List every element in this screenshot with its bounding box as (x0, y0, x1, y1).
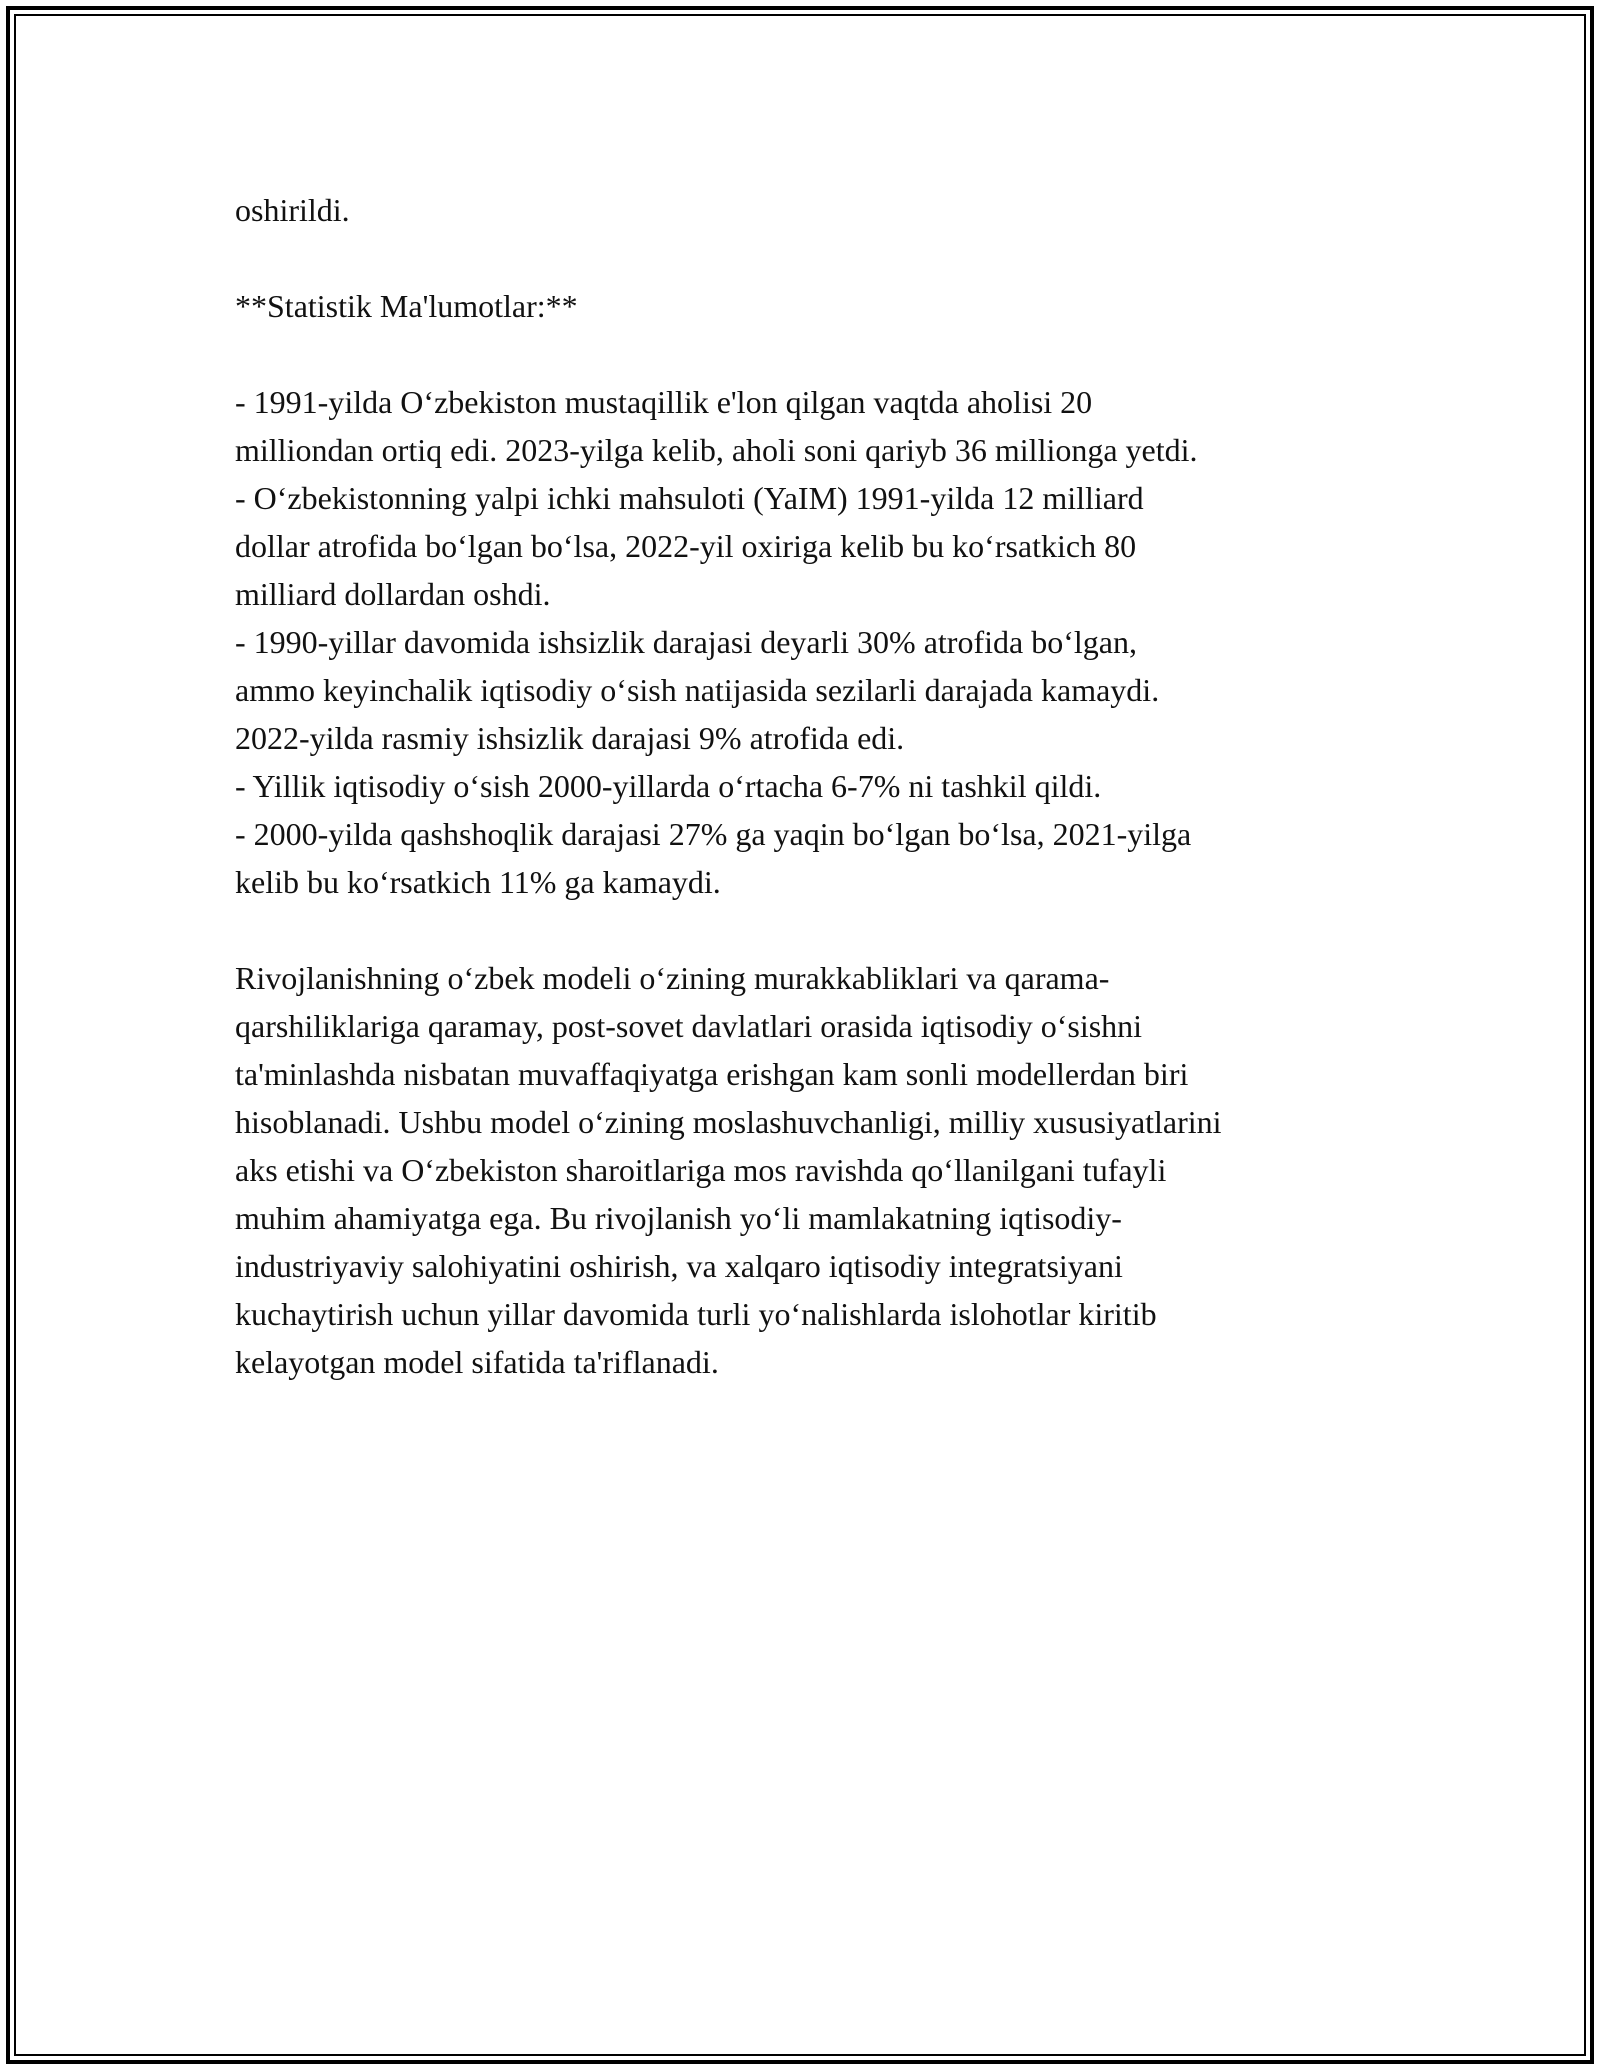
text-line: oshirildi. (235, 192, 350, 228)
document-body (235, 186, 1385, 1386)
paragraph-line: muhim ahamiyatga ega. Bu rivojlanish yo‘li mamlakatning iqtisodiy- (235, 1200, 1122, 1236)
bullet-line: - Yillik iqtisodiy o‘sish 2000-yillarda o‘rtacha 6-7% ni tashkil qildi. (235, 768, 1102, 804)
bullet-line: - 1991-yilda O‘zbekiston mustaqillik e'lon qilgan vaqtda aholisi 20 (235, 384, 1093, 420)
bullet-line: - 1990-yillar davomida ishsizlik darajasi deyarli 30% atrofida bo‘lgan, (235, 624, 1137, 660)
paragraph-line: kuchaytirish uchun yillar davomida turli yo‘nalishlarda islohotlar kiritib (235, 1296, 1157, 1332)
section-heading: **Statistik Ma'lumotlar:** (235, 288, 578, 324)
paragraph-line: aks etishi va O‘zbekiston sharoitlariga mos ravishda qo‘llanilgani tufayli (235, 1152, 1167, 1188)
bullet-line: ammo keyinchalik iqtisodiy o‘sish natijasida sezilarli darajada kamaydi. (235, 672, 1160, 708)
blank-line (235, 234, 1385, 282)
paragraph-line: ta'minlashda nisbatan muvaffaqiyatga erishgan kam sonli modellerdan biri (235, 1056, 1189, 1092)
paragraph-line: industriyaviy salohiyatini oshirish, va xalqaro iqtisodiy integratsiyani (235, 1248, 1123, 1284)
bullet-line: dollar atrofida bo‘lgan bo‘lsa, 2022-yil oxiriga kelib bu ko‘rsatkich 80 (235, 528, 1137, 564)
bullet-line: milliard dollardan oshdi. (235, 576, 551, 612)
bullet-line: - 2000-yilda qashshoqlik darajasi 27% ga yaqin bo‘lgan bo‘lsa, 2021-yilga (235, 816, 1192, 852)
paragraph-line: Rivojlanishning o‘zbek modeli o‘zining murakkabliklari va qarama- (235, 960, 1110, 996)
bullet-line: kelib bu ko‘rsatkich 11% ga kamaydi. (235, 864, 721, 900)
bullet-line: - O‘zbekistonning yalpi ichki mahsuloti (YaIM) 1991-yilda 12 milliard (235, 480, 1144, 516)
blank-line (235, 330, 1385, 378)
blank-line (235, 906, 1385, 954)
paragraph-line: qarshiliklariga qaramay, post-sovet davlatlari orasida iqtisodiy o‘sishni (235, 1008, 1143, 1044)
paragraph-line: kelayotgan model sifatida ta'riflanadi. (235, 1344, 719, 1380)
bullet-line: milliondan ortiq edi. 2023-yilga kelib, aholi soni qariyb 36 millionga yetdi. (235, 432, 1198, 468)
bullet-line: 2022-yilda rasmiy ishsizlik darajasi 9% atrofida edi. (235, 720, 905, 756)
paragraph-line: hisoblanadi. Ushbu model o‘zining moslashuvchanligi, milliy xususiyatlarini (235, 1104, 1222, 1140)
